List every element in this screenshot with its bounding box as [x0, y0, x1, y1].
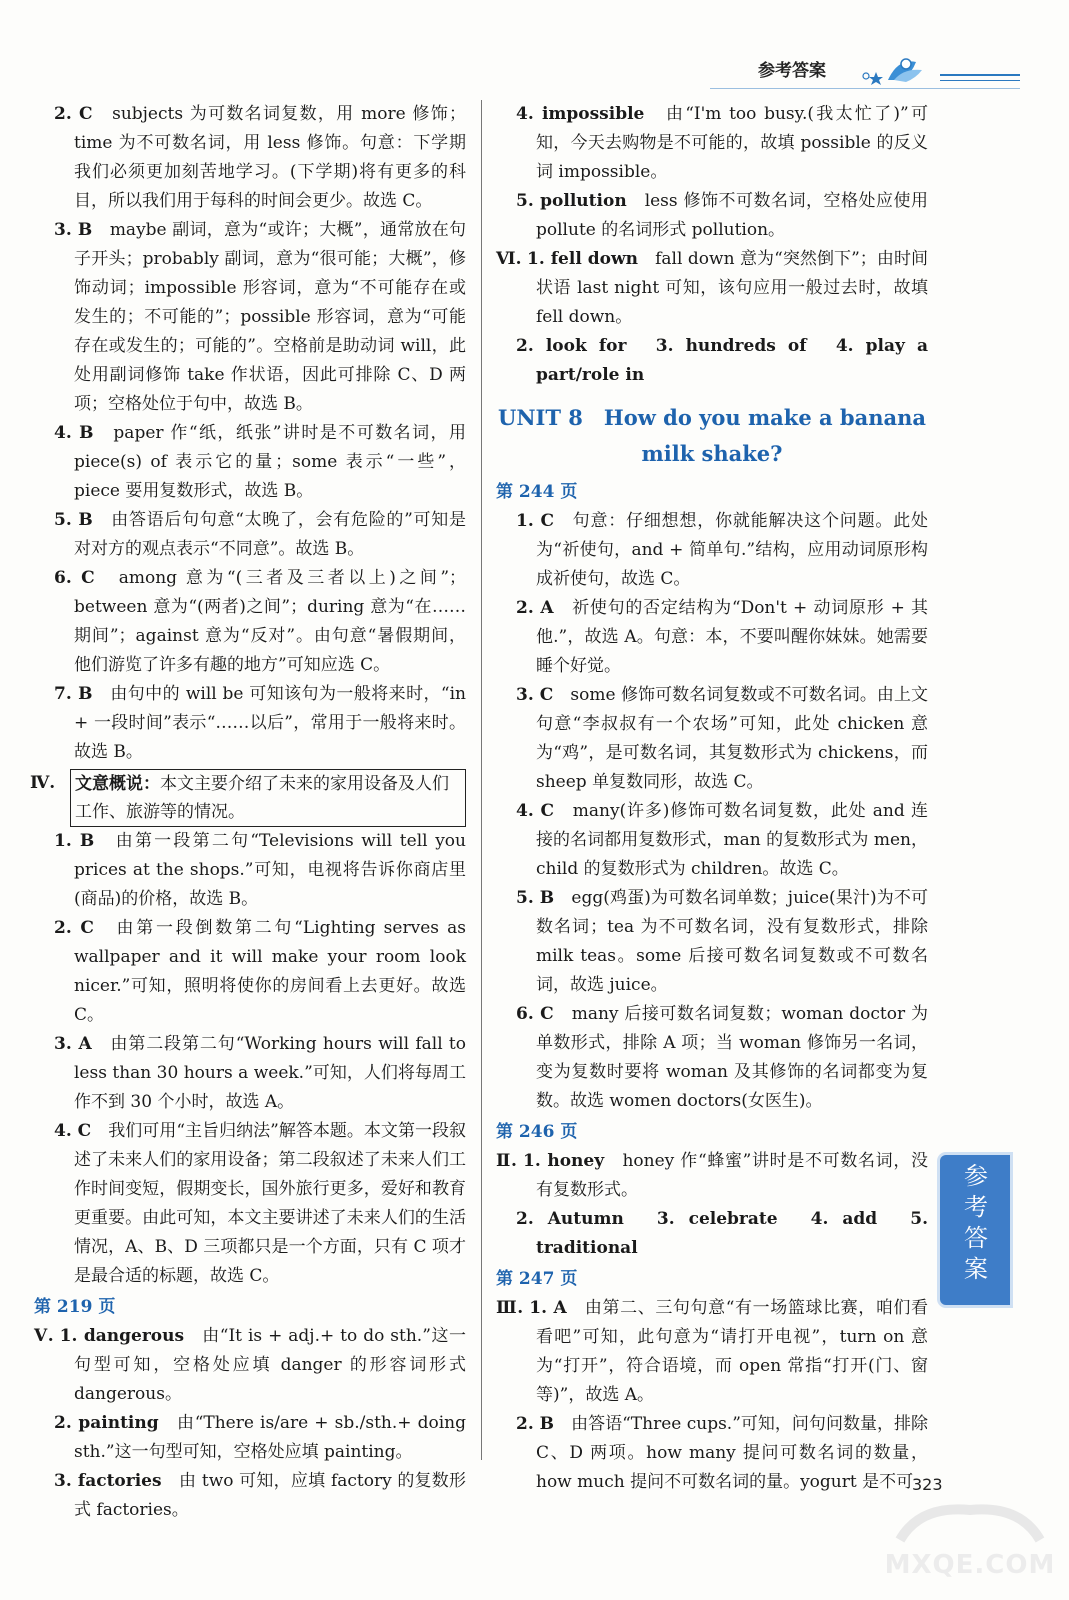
answer-explanation: less 修饰不可数名词，空格处应使用 pollute 的名词形式 pollution。 [536, 191, 928, 240]
unit-title [496, 400, 928, 472]
left-column [30, 100, 467, 1525]
answer-explanation: 我们可用“主旨归纳法”解答本题。本文第一段叙述了未来人们的家用设备；第二段叙述了未来人们工作时间变短，假期变长，国外旅行更多，爱好和教育更重要。由此可知，本文主要讲述了未来人们的生活情况，A、B、D 三项都只是一个方面，只有 C 项才是最合适的标题，故选 C。 [74, 1121, 467, 1286]
answer-explanation: 句意：仔细想想，你就能解决这个问题。此处为“祈使句，and + 简单句.”结构，应用动词原形构成祈使句，故选 C。 [536, 511, 929, 589]
section-label: Ⅵ. [496, 249, 522, 269]
answer-item [34, 506, 466, 564]
header-rule [940, 74, 1020, 76]
running-header [700, 48, 1020, 98]
answer-number: 3. C [516, 685, 554, 705]
section-label: Ⅳ. [30, 773, 56, 793]
answer-explanation: maybe 副词，意为“或许；大概”，通常放在句子开头；probably 副词，意为“很可能；大概”，修饰动词；impossible 形容词，意为“不可能存在或发生的；不可能的”；possible 形容词，意为“可能存在或发生的；可能的”。空格前是助动词 will，此处用副词修饰 take 作状语，因此可排除 C、D 两项；空格处位于句中，故选 B。 [74, 220, 466, 414]
answer-list: 2. Autumn 3. celebrate 4. add 5. traditional [516, 1209, 928, 1258]
answer-number: 1. B [54, 831, 95, 851]
answer-item [496, 884, 928, 1000]
answer-explanation: 祈使句的否定结构为“Don't + 动词原形 + 其他.”，故选 A。句意：本，不要叫醒你妹妹。她需要睡个好觉。 [536, 598, 929, 676]
answer-explanation: 由答语“Three cups.”可知，问句问数量，排除 C、D 两项。how many 提问可数名词的数量，how much 提问不可数名词的量。yogurt 是不可 [536, 1414, 928, 1492]
answer-number: 1. fell down [527, 249, 638, 269]
answer-item [34, 1030, 466, 1117]
answer-number: 1. honey [523, 1151, 605, 1171]
answer-item [496, 594, 928, 681]
answer-list: 2. look for 3. hundreds of 4. play a part/role in [516, 336, 928, 385]
answer-item [34, 216, 466, 419]
answer-number: 4. C [54, 1121, 92, 1141]
answer-number: 6. C [54, 568, 95, 588]
answer-number: 3. A [54, 1034, 92, 1054]
header-rule [940, 80, 1020, 81]
section-iv [30, 769, 466, 827]
answer-item [34, 1467, 466, 1525]
answer-explanation: 由“I'm too busy.(我太忙了)”可知，今天去购物是不可能的，故填 possible 的反义词 impossible。 [536, 104, 928, 182]
section-label: Ⅴ. [34, 1326, 54, 1346]
answer-number: 1. dangerous [59, 1326, 185, 1346]
answer-number: 4. impossible [516, 104, 645, 124]
answer-explanation: 由第二段第二句“Working hours will fall to less than 30 hours a week.”可知，人们将每周工作不到 30 个小时，故选 A。 [74, 1034, 466, 1112]
answer-explanation: many(许多)修饰可数名词复数，此处 and 连接的名词都用复数形式，man 的复数形式为 men，child 的复数形式为 children。故选 C。 [536, 801, 928, 879]
answer-item [496, 681, 928, 797]
answer-explanation: 由第一段倒数第二句“Lighting serves as wallpaper and it will make your room look nicer.”可知，照明将使你的房间看上去更好。故选 C。 [74, 918, 466, 1025]
answer-item [34, 1322, 466, 1409]
answer-item [34, 680, 466, 767]
answer-number: 4. B [54, 423, 94, 443]
answer-explanation: 由 two 可知，应填 factory 的复数形式 factories。 [74, 1471, 467, 1520]
summary-label: 文意概说： [75, 774, 160, 794]
answer-item [34, 827, 466, 914]
answer-number: 2. C [54, 104, 93, 124]
watermark-text: MXQE.COM [884, 1550, 1056, 1580]
answer-item [496, 1294, 928, 1410]
answer-explanation: among 意为“(三者及三者以上)之间”；between 意为“(两者)之间”；during 意为“在……期间”；against 意为“反对”。由句意“暑假期间，他们游览了许多有趣的地方”可知应选 C。 [74, 568, 467, 675]
answer-number: 2. A [516, 598, 554, 618]
answer-item [34, 100, 466, 216]
answer-number: 2. C [54, 918, 94, 938]
answer-number: 3. factories [54, 1471, 162, 1491]
answer-explanation: 由“There is/are + sb./sth.+ doing sth.”这一句型可知，空格处应填 painting。 [74, 1413, 467, 1462]
answer-number: 1. C [516, 511, 555, 531]
answer-item [34, 564, 466, 680]
right-column [496, 100, 928, 1497]
answer-number: 5. B [54, 510, 93, 530]
answer-item [496, 100, 928, 187]
answer-explanation: fall down 意为“突然倒下”；由时间状语 last night 可知，该句应用一般过去时，故填 fell down。 [536, 249, 929, 327]
page-ref-heading: 第 247 页 [496, 1269, 578, 1289]
page-ref-heading: 第 244 页 [496, 482, 578, 502]
answer-number: 5. B [516, 888, 555, 908]
answer-item [496, 245, 928, 332]
watermark-logo-icon [880, 1500, 1060, 1550]
answer-explanation: 由句中的 will be 可知该句为一般将来时，“in + 一段时间”表示“……以后”，常用于一般将来时。故选 B。 [74, 684, 466, 762]
unit-title-line: milk shake? [641, 441, 783, 466]
answer-number: 2. B [516, 1414, 555, 1434]
answer-item [496, 187, 928, 245]
page-ref-heading: 第 219 页 [34, 1297, 116, 1317]
answer-item [496, 1147, 928, 1205]
answer-number: 1. A [529, 1298, 567, 1318]
side-tab [940, 1155, 1010, 1305]
answer-explanation: many 后接可数名词复数；woman doctor 为单数形式，排除 A 项；当 woman 修饰另一名词，变为复数时要将 woman 及其修饰的名词都变为复数。故选 women doctors(女医生)。 [536, 1004, 929, 1111]
answer-explanation: 由第一段第二句“Televisions will tell you prices at the shops.”可知，电视将告诉你商店里(商品)的价格，故选 B。 [74, 831, 466, 909]
book-logo-icon [860, 50, 930, 88]
answer-item [496, 507, 928, 594]
answer-item [34, 1409, 466, 1467]
unit-title-line: UNIT 8 How do you make a banana [498, 405, 926, 430]
answer-explanation: some 修饰可数名词复数或不可数名词。由上文句意“李叔叔有一个农场”可知，此处 chicken 意为“鸡”，是可数名词，其复数形式为 chickens，而 sheep 单复数同形，故选 C。 [536, 685, 929, 792]
column-divider [481, 100, 482, 1460]
answer-explanation: honey 作“蜂蜜”讲时是不可数名词，没有复数形式。 [536, 1151, 929, 1200]
answer-explanation: 由第二、三句句意“有一场篮球比赛，咱们看看吧”可知，此句意为“请打开电视”，turn on 意为“打开”，符合语境，而 open 常指“打开(门、窗等)”，故选 A。 [536, 1298, 929, 1405]
answer-number: 4. C [516, 801, 555, 821]
answer-number: 7. B [54, 684, 93, 704]
section-label: Ⅲ. [496, 1298, 524, 1318]
answer-explanation: 由答语后句句意“太晚了，会有危险的”可知是对对方的观点表示“不同意”。故选 B。 [74, 510, 467, 559]
section-label: Ⅱ. [496, 1151, 517, 1171]
answer-number: 2. painting [54, 1413, 159, 1433]
summary-text: 本文主要介绍了未来的家用设备及人们工作、旅游等的情况。 [75, 774, 449, 822]
answer-number: 5. pollution [516, 191, 627, 211]
page-number: 323 [912, 1475, 943, 1494]
answer-item [496, 797, 928, 884]
answer-item [34, 1117, 466, 1291]
answer-item [496, 1000, 928, 1116]
answer-explanation: egg(鸡蛋)为可数名词单数；juice(果汁)为不可数名词；tea 为不可数名词，没有复数形式，排除 milk teas。some 后接可数名词复数或不可数名词，故选 juice。 [536, 888, 929, 995]
side-tab-label: 参考答案 [964, 1162, 988, 1283]
answer-number: 6. C [516, 1004, 554, 1024]
answer-item [496, 1410, 928, 1497]
watermark [880, 1500, 1060, 1595]
answer-item [34, 419, 466, 506]
answer-explanation: subjects 为可数名词复数，用 more 修饰；time 为不可数名词，用 less 修饰。句意：下学期我们必须更加刻苦地学习。(下学期)将有更多的科目，所以我们用于每科的时间会更少。故选 C。 [74, 104, 467, 211]
summary-box [70, 769, 466, 827]
answer-explanation: 由“It is + adj.+ to do sth.”这一句型可知，空格处应填 danger 的形容词形式 dangerous。 [74, 1326, 467, 1404]
header-rule [710, 88, 1020, 89]
answer-explanation: paper 作“纸，纸张”讲时是不可数名词，用 piece(s) of 表示它的量；some 表示“一些”，piece 要用复数形式，故选 B。 [74, 423, 467, 501]
answer-number: 3. B [54, 220, 93, 240]
page-ref-heading: 第 246 页 [496, 1122, 578, 1142]
answer-item [34, 914, 466, 1030]
header-title: 参考答案 [758, 61, 826, 81]
